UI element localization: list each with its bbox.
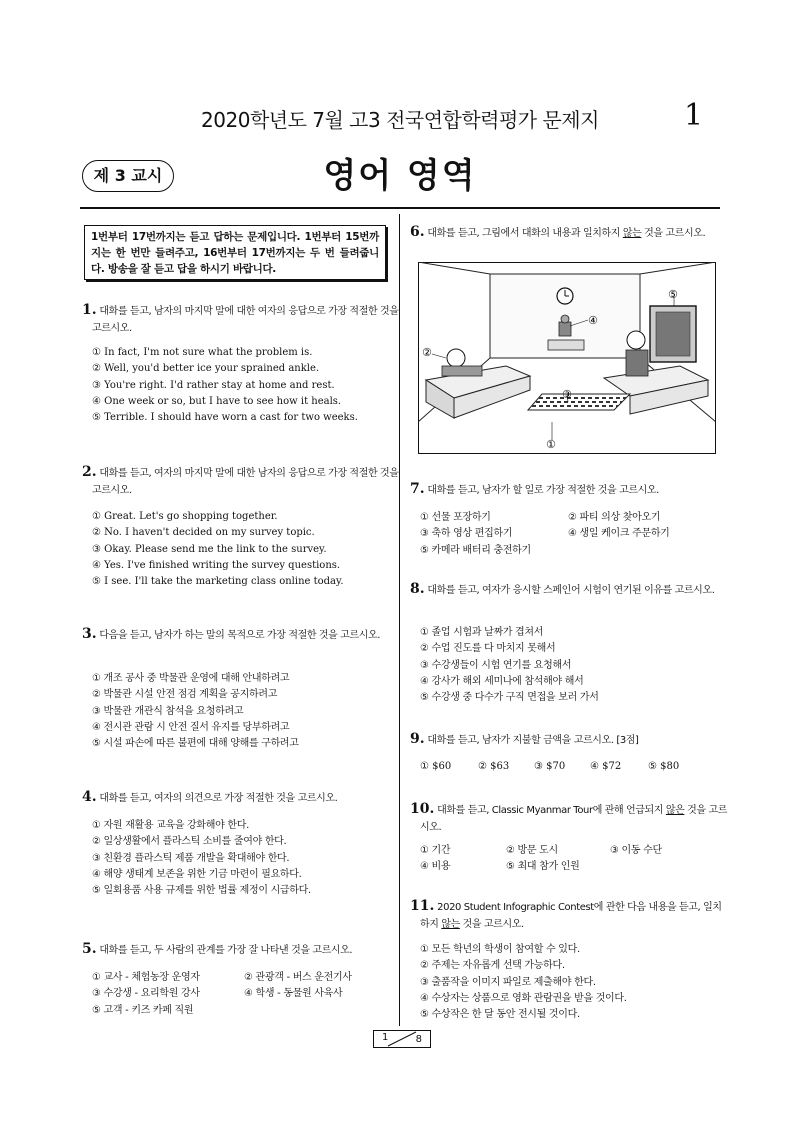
- option[interactable]: ③ 수강생들이 시험 연기를 요청해서: [420, 659, 572, 671]
- option[interactable]: ④ 학생 - 동물원 사육사: [244, 988, 343, 1000]
- question-1-options: [92, 345, 358, 426]
- question-number: 10.: [410, 801, 435, 817]
- option[interactable]: ② 수업 진도를 다 마치지 못해서: [420, 643, 556, 655]
- option[interactable]: ④ 전시관 관람 시 안전 질서 유지를 당부하려고: [92, 721, 290, 733]
- question-number: 6.: [410, 224, 425, 240]
- question-text: 대화를 듣고, 여자의 의견으로 가장 적절한 것을 고르시오.: [99, 793, 338, 804]
- question-number: 2.: [82, 464, 97, 480]
- option[interactable]: ② 박물관 시설 안전 점검 계획을 공지하려고: [92, 689, 278, 701]
- option[interactable]: ③ You're right. I'd rather stay at home and rest.: [92, 379, 335, 391]
- boy-left: [447, 349, 465, 367]
- question-5-stem: [82, 941, 400, 959]
- option[interactable]: ② $63: [478, 761, 510, 772]
- question-3-options: [92, 671, 299, 752]
- question-4-stem: [82, 789, 400, 807]
- exam-title: 2020학년도 7월 고3 전국연합학력평가 문제지: [201, 108, 599, 132]
- question-text: 것을 고르시오.: [641, 228, 706, 239]
- option[interactable]: ② Well, you'd better ice your sprained ankle.: [92, 363, 320, 375]
- question-7-options: [420, 510, 720, 559]
- option[interactable]: ② 주제는 자유롭게 선택 가능하다.: [420, 960, 565, 972]
- option[interactable]: ① 모든 학년의 학생이 참여할 수 있다.: [420, 944, 580, 955]
- option[interactable]: ③ $70: [534, 761, 566, 772]
- question-text: 대화를 듣고, 두 사람의 관계를 가장 잘 나타낸 것을 고르시오.: [99, 945, 353, 956]
- option[interactable]: ⑤ 시설 파손에 따른 불편에 대해 양해를 구하려고: [92, 738, 299, 750]
- option[interactable]: ⑤ I see. I'll take the marketing class online today.: [92, 576, 344, 588]
- option[interactable]: ④ 수상자는 상품으로 영화 관람권을 받을 것이다.: [420, 992, 627, 1004]
- option[interactable]: ④ 해양 생태계 보존을 위한 기금 마련이 필요하다.: [92, 868, 302, 880]
- option[interactable]: ⑤ 최대 참가 인원: [506, 861, 580, 873]
- question-9-options: [420, 759, 720, 775]
- question-number: 5.: [82, 941, 97, 957]
- header-rule: [80, 207, 720, 209]
- option[interactable]: ③ 박물관 개관식 참석을 요청하려고: [92, 705, 244, 717]
- option[interactable]: ③ Okay. Please send me the link to the survey.: [92, 543, 327, 555]
- option[interactable]: ① 졸업 시험과 날짜가 겹쳐서: [420, 627, 544, 638]
- question-6-stem: [410, 224, 730, 242]
- total-pages: 8: [415, 1034, 422, 1045]
- option[interactable]: ④ Yes. I've finished writing the survey questions.: [92, 559, 341, 571]
- option[interactable]: ① Great. Let's go shopping together.: [92, 511, 278, 522]
- question-number: 3.: [82, 626, 97, 642]
- underlined-word: 않는: [441, 919, 460, 930]
- question-text: 것을 고르시오.: [459, 919, 524, 930]
- option[interactable]: ① 교사 - 체험농장 운영자: [92, 972, 200, 983]
- option[interactable]: ① 선물 포장하기: [420, 512, 491, 523]
- option[interactable]: ⑤ Terrible. I should have worn a cast for two weeks.: [92, 412, 358, 424]
- question-1-stem: [82, 302, 400, 337]
- question-text: 대화를 듣고, 남자의 마지막 말에 대한 여자의 응답으로 가장 적절한 것을 고르시오.: [92, 306, 399, 334]
- option[interactable]: ③ 친환경 플라스틱 제품 개발을 확대해야 한다.: [92, 852, 290, 864]
- room-illustration: [418, 262, 716, 454]
- question-2-stem: [82, 464, 400, 499]
- question-text: 대화를 듣고, Classic Myanmar Tour에 관해 언급되지: [437, 805, 666, 816]
- option[interactable]: ① 자원 재활용 교육을 강화해야 한다.: [92, 820, 249, 831]
- question-10-options: [420, 843, 720, 876]
- option[interactable]: ② No. I haven't decided on my survey topic.: [92, 527, 315, 539]
- option[interactable]: ④ 강사가 해외 세미나에 참석해야 해서: [420, 675, 584, 687]
- question-text: 대화를 듣고, 남자가 할 일로 가장 적절한 것을 고르시오.: [427, 485, 659, 496]
- option[interactable]: ④ 생일 케이크 주문하기: [568, 528, 670, 540]
- question-text: 다음을 듣고, 남자가 하는 말의 목적으로 가장 적절한 것을 고르시오.: [99, 630, 380, 641]
- question-number: 11.: [410, 898, 435, 914]
- question-number: 1.: [82, 302, 97, 318]
- question-text: 대화를 듣고, 여자가 응시할 스페인어 시험이 연기된 이유를 고르시오.: [427, 585, 715, 596]
- option[interactable]: ⑤ 일회용품 사용 규제를 위한 법률 제정이 시급하다.: [92, 885, 311, 897]
- question-number: 4.: [82, 789, 97, 805]
- page-number: 1: [684, 98, 704, 133]
- instruction-box: 1번부터 17번까지는 듣고 답하는 문제입니다. 1번부터 15번까지는 한 번만 들려주고, 16번부터 17번까지는 두 번 들려줍니다. 방송을 잘 듣고 답을 하시기 바랍니다.: [84, 225, 386, 280]
- option[interactable]: ② 일상생활에서 플라스틱 소비를 줄여야 한다.: [92, 836, 287, 848]
- option[interactable]: ③ 축하 영상 편집하기: [420, 528, 513, 540]
- question-number: 7.: [410, 481, 425, 497]
- option[interactable]: ④ $72: [590, 761, 622, 772]
- low-table: [548, 340, 584, 350]
- option[interactable]: ③ 수강생 - 요리학원 강사: [92, 988, 200, 1000]
- option[interactable]: ⑤ $80: [648, 761, 680, 772]
- question-3-stem: [82, 626, 400, 644]
- question-text: 것을 고르시오.: [420, 805, 727, 833]
- page-indicator: [373, 1030, 431, 1048]
- question-text: 대화를 듣고, 여자의 마지막 말에 대한 남자의 응답으로 가장 적절한 것을 고르시오.: [92, 468, 399, 496]
- question-text: 대화를 듣고, 그림에서 대화의 내용과 일치하지: [427, 228, 623, 239]
- question-9-stem: [410, 731, 730, 749]
- question-number: 8.: [410, 581, 425, 597]
- question-11-stem: [410, 898, 730, 933]
- option[interactable]: ⑤ 수강생 중 다수가 구직 면접을 보러 가서: [420, 692, 599, 704]
- question-7-stem: [410, 481, 730, 499]
- option[interactable]: ④ 비용: [420, 861, 451, 873]
- boy-right: [627, 331, 645, 349]
- underlined-word: 않은: [665, 805, 685, 816]
- option[interactable]: ④ One week or so, but I have to see how it heals.: [92, 395, 342, 407]
- question-8-options: [420, 625, 599, 706]
- figure-label-2: ②: [422, 346, 432, 359]
- option[interactable]: ① $60: [420, 761, 452, 772]
- option[interactable]: ③ 이동 수단: [610, 845, 662, 856]
- question-2-options: [92, 509, 344, 590]
- current-page: 1: [382, 1032, 389, 1043]
- option[interactable]: ① In fact, I'm not sure what the problem is.: [92, 347, 313, 358]
- subject-title: 영어 영역: [323, 156, 477, 196]
- option[interactable]: ② 관광객 - 버스 운전기사: [244, 972, 352, 983]
- figure-label-3: ③: [562, 388, 572, 401]
- option[interactable]: ⑤ 고객 - 키즈 카페 직원: [92, 1004, 194, 1016]
- figure-label-4: ④: [588, 314, 598, 327]
- question-number: 9.: [410, 731, 425, 747]
- option[interactable]: ① 개조 공사 중 박물관 운영에 대해 안내하려고: [92, 673, 290, 684]
- question-4-options: [92, 818, 311, 899]
- option[interactable]: ① 기간: [420, 845, 451, 856]
- question-text: 대화를 듣고, 남자가 지불할 금액을 고르시오. [3점]: [427, 735, 639, 746]
- underlined-word: 않는: [622, 228, 642, 239]
- option[interactable]: ② 방문 도시: [506, 845, 558, 856]
- robot-figure: [559, 322, 571, 336]
- figure-label-5: ⑤: [668, 288, 678, 301]
- option[interactable]: ③ 출품작을 이미지 파일로 제출해야 한다.: [420, 976, 596, 988]
- period-badge: 제 3 교시: [82, 160, 174, 192]
- question-text: 2020 Student Infographic Contest에 관한 다음 내용을 듣고, 일치하지: [420, 902, 722, 930]
- question-5-options: [92, 970, 392, 1019]
- option[interactable]: ⑤ 수상작은 한 달 동안 전시될 것이다.: [420, 1009, 580, 1021]
- question-11-options: [420, 942, 627, 1023]
- question-8-stem: [410, 581, 730, 599]
- option[interactable]: ⑤ 카메라 배터리 충전하기: [420, 544, 531, 556]
- figure-label-1: ①: [546, 438, 556, 451]
- question-10-stem: [410, 801, 730, 836]
- option[interactable]: ② 파티 의상 찾아오기: [568, 512, 661, 523]
